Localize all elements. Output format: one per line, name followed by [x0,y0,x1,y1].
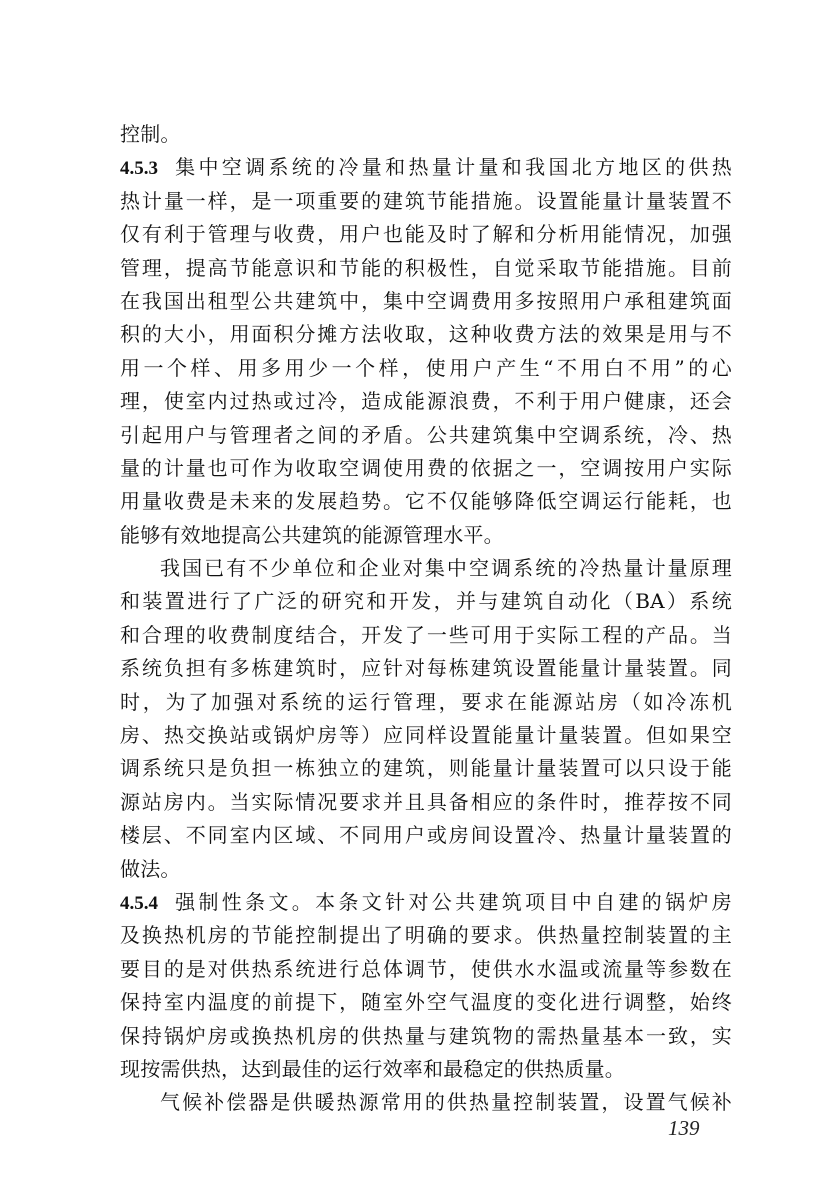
text-line: 管理，提高节能意识和节能的积极性，自觉采取节能措施。目前 [120,255,732,280]
text-line: 保持室内温度的前提下，随室外空气温度的变化进行调整，始终 [120,990,732,1015]
section-heading-4-5-4 [120,886,732,919]
page-number: 139 [668,1116,700,1140]
paragraph-start: 气候补偿器是供暖热源常用的供热量控制装置，设置气候补 [160,1090,732,1115]
text-line: 仅有利于管理与收费，用户也能及时了解和分析用能情况，加强 [120,222,732,247]
text-line: 理，使室内过热或过冷，造成能源浪费，不利于用户健康，还会 [120,389,732,414]
text-line: 和合理的收费制度结合，开发了一些可用于实际工程的产品。当 [120,622,732,647]
text-line: 控制。 [120,122,181,146]
text-line: 用一个样、用多用少一个样，使用户产生“不用白不用”的心 [120,355,732,380]
paragraph-start: 我国已有不少单位和企业对集中空调系统的冷热量计量原理 [160,556,732,581]
text-line: 做法。 [120,856,181,881]
text-line: 量的计量也可作为收取空调使用费的依据之一，空调按用户实际 [120,455,732,480]
text-line: 积的大小，用面积分摊方法收取，这种收费方法的效果是用与不 [120,322,732,347]
text-line: 用量收费是未来的发展趋势。它不仅能够降低空调运行能耗，也 [120,489,732,514]
text-line: 时，为了加强对系统的运行管理，要求在能源站房（如冷冻机 [120,689,732,714]
section-number: 4.5.4 [120,892,158,914]
text-line: 及换热机房的节能控制提出了明确的要求。供热量控制装置的主 [120,923,732,948]
text-line: 房、热交换站或锅炉房等）应同样设置能量计量装置。但如果空 [120,723,732,748]
section-number: 4.5.3 [120,158,158,180]
text-line: 和装置进行了广泛的研究和开发，并与建筑自动化（BA）系统 [120,589,732,614]
text-line: 能够有效地提高公共建筑的能源管理水平。 [120,522,504,547]
text-line: 引起用户与管理者之间的矛盾。公共建筑集中空调系统，冷、热 [120,422,732,447]
text-line: 楼层、不同室内区域、不同用户或房间设置冷、热量计量装置的 [120,823,732,848]
text-line: 调系统只是负担一栋独立的建筑，则能量计量装置可以只设于能 [120,756,732,781]
text-line: 热计量一样，是一项重要的建筑节能措施。设置能量计量装置不 [120,188,732,213]
text-line: 系统负担有多栋建筑时，应针对每栋建筑设置能量计量装置。同 [120,656,732,681]
text-line: 现按需供热，达到最佳的运行效率和最稳定的供热质量。 [120,1056,625,1081]
section-heading-4-5-3 [120,151,732,184]
text-line: 集中空调系统的冷量和热量计量和我国北方地区的供热 [172,155,732,180]
text-line: 保持锅炉房或换热机房的供热量与建筑物的需热量基本一致，实 [120,1023,732,1048]
text-line: 在我国出租型公共建筑中，集中空调费用多按照用户承租建筑面 [120,288,732,313]
document-body [120,118,732,1120]
text-line: 要目的是对供热系统进行总体调节，使供水水温或流量等参数在 [120,956,732,981]
text-line: 源站房内。当实际情况要求并且具备相应的条件时，推荐按不同 [120,789,732,814]
text-line: 强制性条文。本条文针对公共建筑项目中自建的锅炉房 [172,889,732,914]
